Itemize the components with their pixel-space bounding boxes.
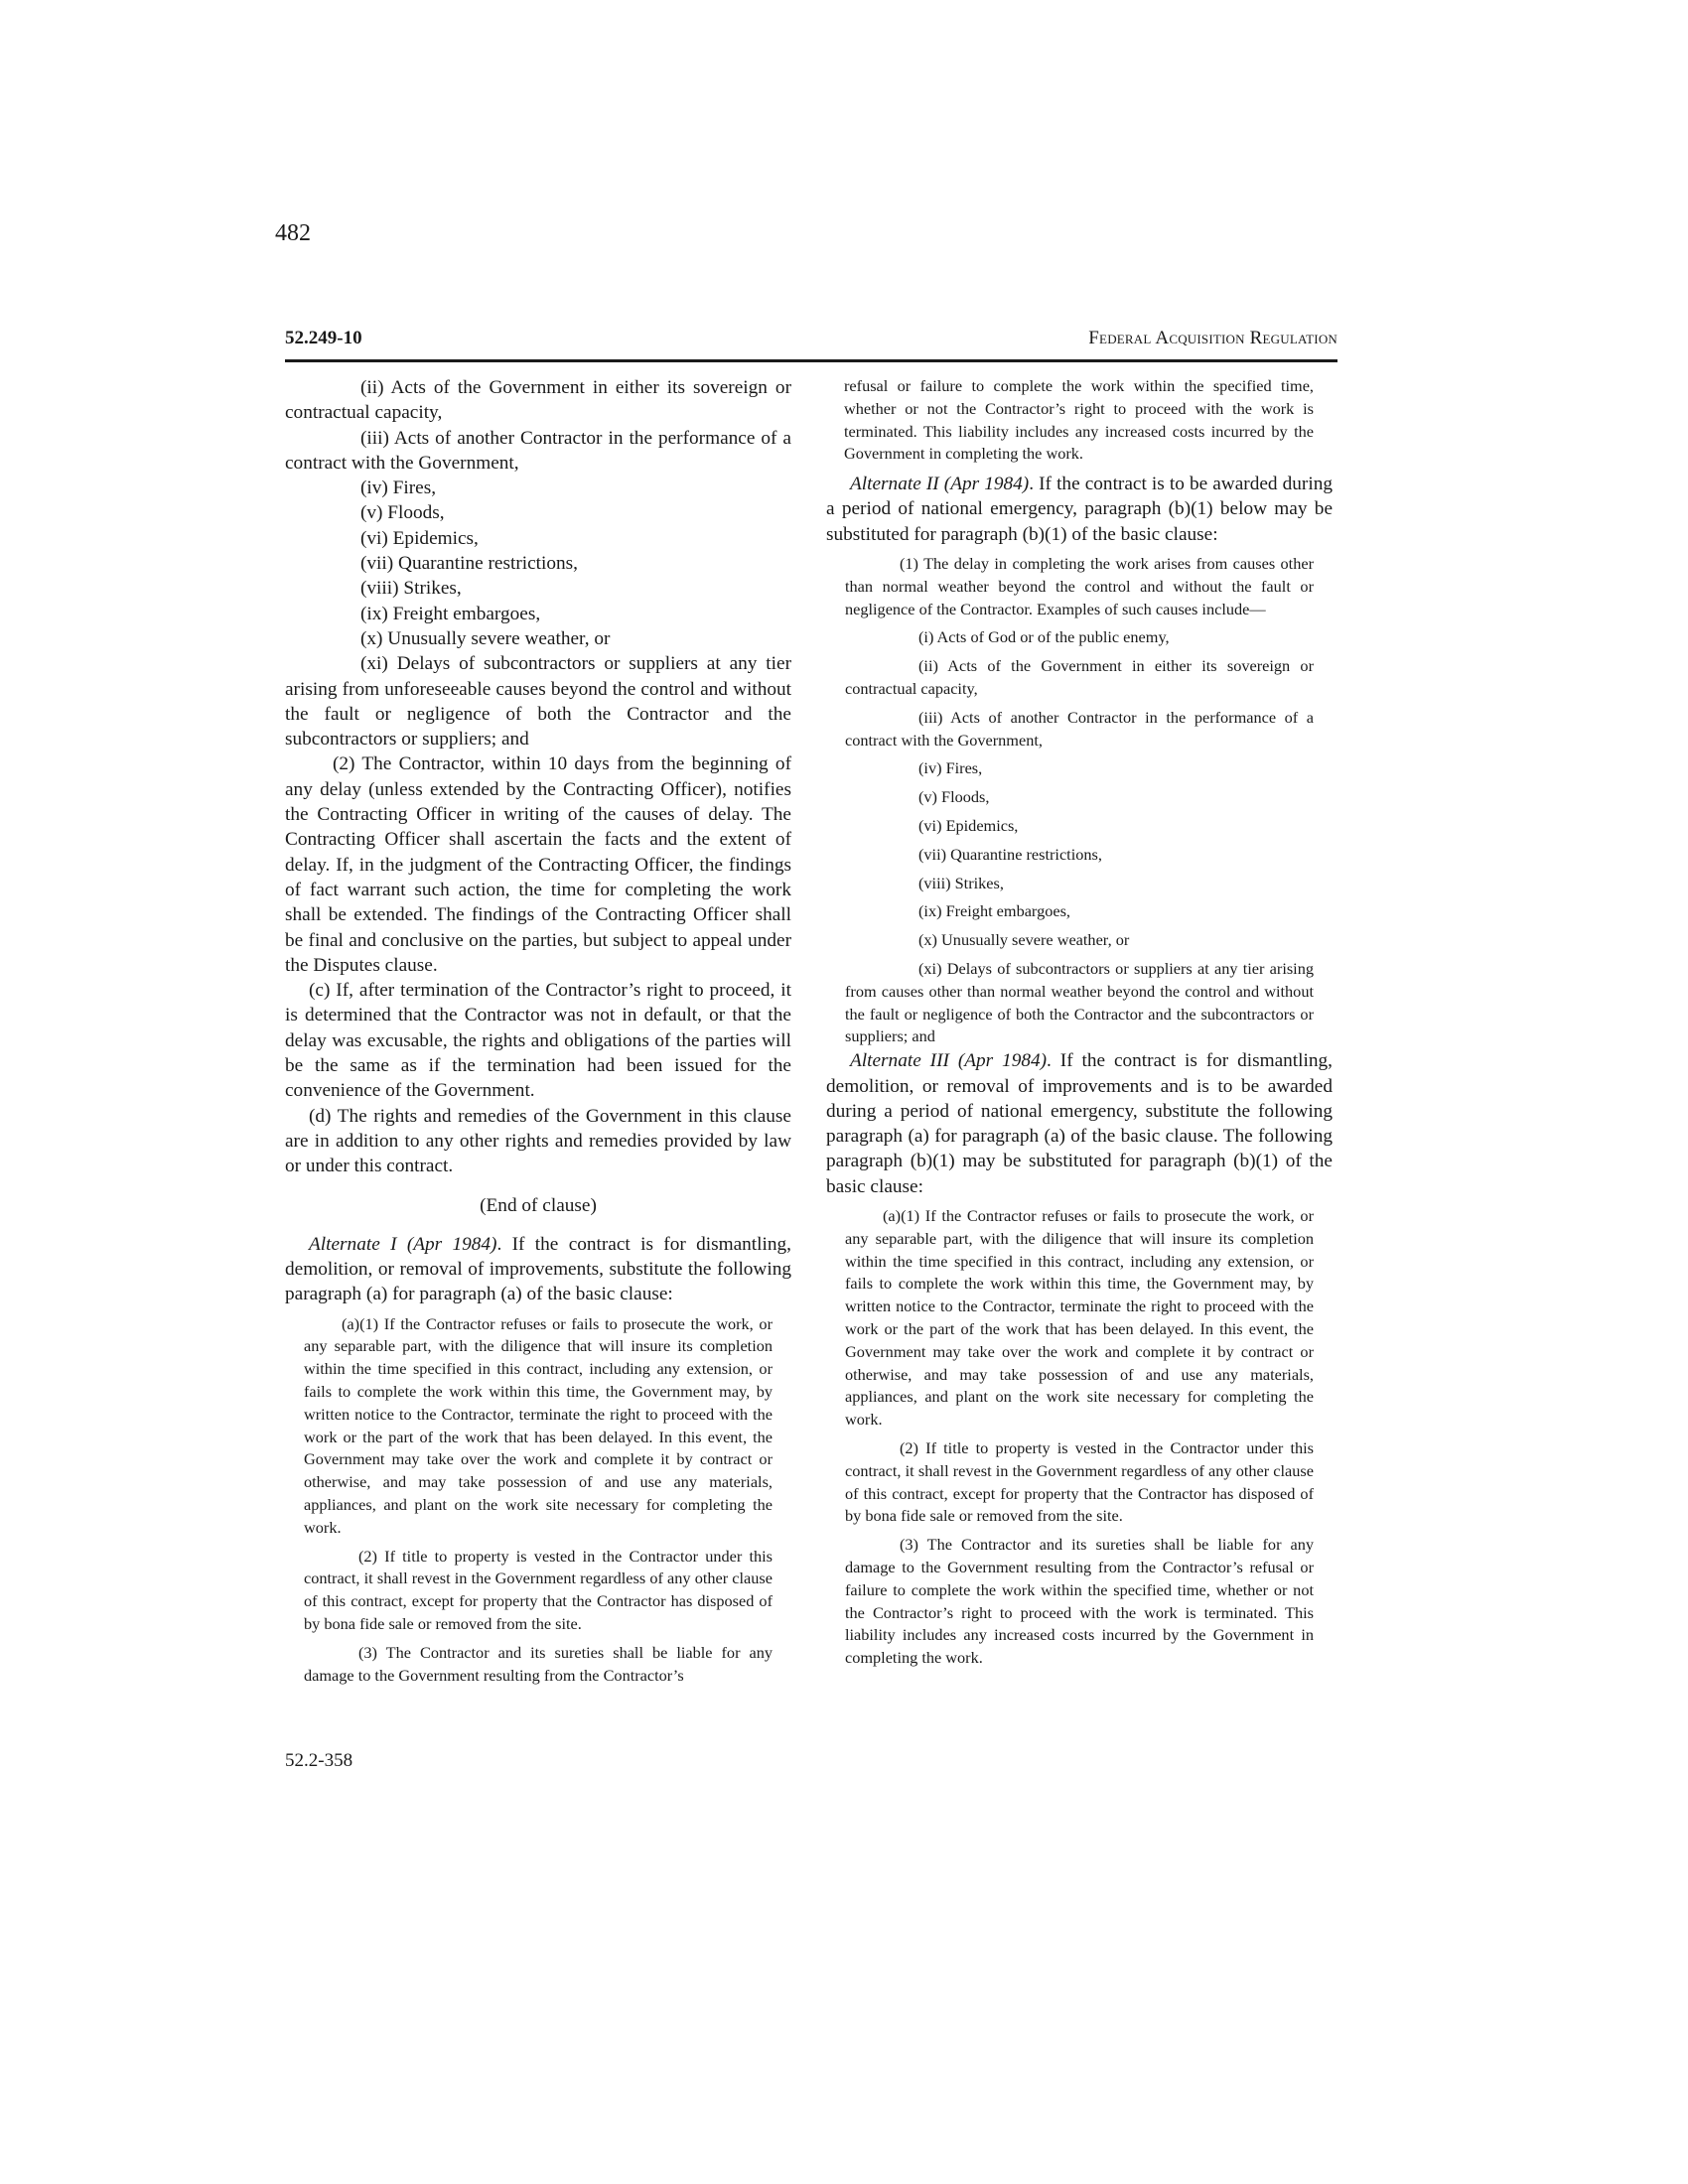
alternate-3-a3: (3) The Contractor and its sureties shall be liable for any damage to the Government resulting from the Contractor’s refusal or failure to complete the work within the specified time, whether or not the Contractor’s right to proceed with the work is terminated. This liability includes any increased costs incurred by the Government in completing the work. (845, 1535, 1314, 1668)
list-item: (v) Floods, (918, 787, 990, 807)
alternate-1-label: Alternate I (Apr 1984) (309, 1233, 497, 1255)
list-item: (ix) Freight embargoes, (360, 603, 541, 624)
paragraph-b2: (2) The Contractor, within 10 days from the beginning of any delay (unless extended by the Contracting Officer), notifies the Contracting Officer in writing of the causes of delay. The Contracting Officer shall ascertain the facts and the extent of delay. If, in the judgment of the Contracting Officer, the findings of fact warrant such action, the time for completing the work shall be extended. The findings of the Contracting Officer shall be final and conclusive on the parties, but subject to appeal under the Disputes clause. (285, 753, 791, 976)
list-item: (ii) Acts of the Government in either its sovereign or contractual capacity, (845, 656, 1314, 699)
alternate-1-a3: (3) The Contractor and its sureties shall be liable for any damage to the Government resulting from the Contractor’s (304, 1642, 773, 1685)
alternate-1-a2: (2) If title to property is vested in the Contractor under this contract, it shall revest in the Government regardless of any other clause of this contract, except for property that the Contractor has disposed of by bona fide sale or removed from the site. (304, 1546, 773, 1634)
alternate-2-intro (826, 472, 1333, 547)
alternate-1-intro (285, 1232, 791, 1307)
list-item: (vi) Epidemics, (360, 527, 479, 549)
end-of-clause: (End of clause) (480, 1194, 597, 1216)
list-item: (iv) Fires, (918, 758, 983, 778)
alternate-3-text: . If the contract is for dismantling, demolition, or removal of improvements and is to be awarded during a period of national emergency, substitute the following paragraph (a) for paragraph (a) of the basic clause. The following paragraph (b)(1) may be substituted for paragraph (b)(1) of the basic clause: (826, 1050, 1333, 1197)
paragraph-d: (d) The rights and remedies of the Government in this clause are in addition to any other rights and remedies provided by law or under this contract. (285, 1105, 791, 1177)
list-item: (vii) Quarantine restrictions, (360, 553, 578, 575)
list-item: (xi) Delays of subcontractors or suppliers at any tier arising from unforeseeable causes beyond the control and without the fault or negligence of both the Contractor and the subcontractors or suppliers; and (285, 653, 791, 751)
alternate-2-text: . If the contract is to be awarded during a period of national emergency, paragraph (b)(1) below may be substituted for paragraph (b)(1) of the basic clause: (826, 474, 1333, 545)
section-number: 52.249-10 (285, 328, 362, 348)
alternate-1-text: . If the contract is for dismantling, demolition, or removal of improvements, substitute the following paragraph (a) for paragraph (a) of the basic clause: (285, 1233, 791, 1305)
list-item: (v) Floods, (360, 502, 445, 524)
list-item: (i) Acts of God or of the public enemy, (918, 627, 1170, 647)
alternate-2-label: Alternate II (Apr 1984) (850, 474, 1030, 495)
list-item: (viii) Strikes, (360, 578, 462, 600)
list-item: (ix) Freight embargoes, (918, 901, 1070, 921)
list-item: (viii) Strikes, (918, 873, 1004, 892)
list-item: (iii) Acts of another Contractor in the performance of a contract with the Government, (285, 427, 791, 474)
list-item: (x) Unusually severe weather, or (918, 930, 1130, 950)
alternate-3-intro (826, 1048, 1333, 1199)
paragraph-c: (c) If, after termination of the Contractor’s right to proceed, it is determined that the Contractor was not in default, or that the delay was excusable, the rights and obligations of the parties will be the same as if the termination had been issued for the convenience of the Government. (285, 980, 791, 1102)
list-item: (iii) Acts of another Contractor in the performance of a contract with the Government, (845, 707, 1314, 750)
header-divider (285, 359, 1337, 362)
alternate-1-a3-continued: refusal or failure to complete the work within the specified time, whether or not the Contractor’s right to proceed with the work is terminated. This liability includes any increased costs incurred by the Government in completing the work. (844, 376, 1314, 464)
alternate-2-b1: (1) The delay in completing the work arises from causes other than normal weather beyond the control and without the fault or negligence of the Contractor. Examples of such causes include— (845, 554, 1314, 618)
alternate-3-a2: (2) If title to property is vested in the Contractor under this contract, it shall revest in the Government regardless of any other clause of this contract, except for property that the Contractor has disposed of by bona fide sale or removed from the site. (845, 1437, 1314, 1526)
list-item: (vii) Quarantine restrictions, (918, 844, 1102, 864)
running-header (285, 328, 1337, 353)
list-item: (ii) Acts of the Government in either its sovereign or contractual capacity, (285, 377, 791, 424)
document-title: Federal Acquisition Regulation (1088, 328, 1337, 348)
list-item: (x) Unusually severe weather, or (360, 627, 611, 649)
alternate-3-a1: (a)(1) If the Contractor refuses or fails to prosecute the work, or any separable part, with the diligence that will insure its completion within the time specified in this contract, including any extension, or fails to complete the work within this time, the Government may, by written notice to the Contractor, terminate the right to proceed with the work or the part of the work that has been delayed. In this event, the Government may take over the work and complete it by contract or otherwise, and may take possession of and use any materials, appliances, and plant on the work site necessary for completing the work. (845, 1206, 1314, 1430)
list-item: (iv) Fires, (360, 478, 437, 499)
alternate-1-a1: (a)(1) If the Contractor refuses or fails to prosecute the work, or any separable part, with the diligence that will insure its completion within the time specified in this contract, including any extension, or fails to complete the work within this time, the Government may, by written notice to the Contractor, terminate the right to proceed with the work or the part of the work that has been delayed. In this event, the Government may take over the work and complete it by contract or otherwise, and may take possession of and use any materials, appliances, and plant on the work site necessary for completing the work. (304, 1313, 773, 1537)
right-column (826, 375, 1333, 1670)
page-footer: 52.2-358 (285, 1750, 353, 1771)
page-number: 482 (275, 220, 311, 246)
list-item: (xi) Delays of subcontractors or suppliers at any tier arising from causes other than normal weather beyond the control and without the fault or negligence of both the Contractor and the subcontractors or suppliers; and (845, 959, 1314, 1046)
left-column (285, 375, 791, 1687)
list-item: (vi) Epidemics, (918, 816, 1019, 836)
alternate-3-label: Alternate III (Apr 1984) (850, 1050, 1048, 1072)
